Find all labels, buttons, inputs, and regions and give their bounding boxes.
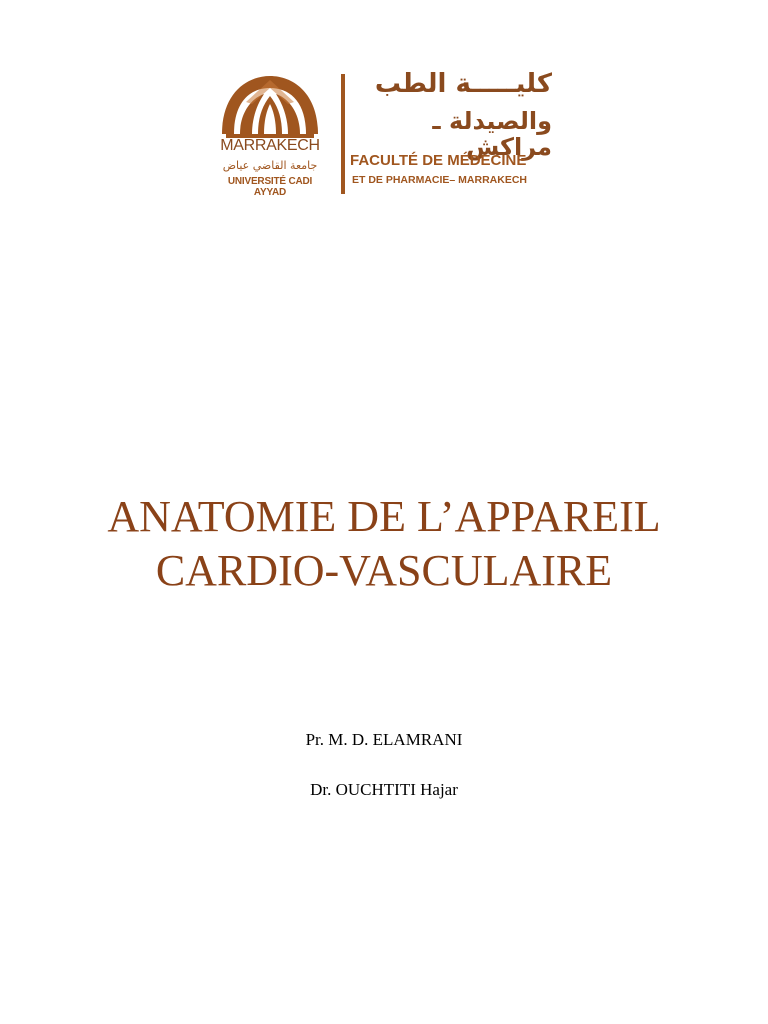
faculty-arabic-line-1: كليـــــة الطب [374,69,552,99]
logo-arabic-university: جامعة القاضي عياض [222,159,318,172]
palm-emblem-icon [216,72,324,142]
faculty-french-line-2: ET DE PHARMACIE– MARRAKECH [352,174,528,186]
logo-university-name: UNIVERSITÉ CADI AYYAD [227,176,313,198]
faculty-french-line-1: FACULTÉ DE MÉDECINE [350,152,527,169]
header-divider [341,74,345,194]
faculty-header [0,0,768,230]
title-line-1: ANATOMIE DE L’APPAREIL [107,492,661,541]
logo-city-name: MARRAKECH [220,137,320,154]
author-2: Dr. OUCHTITI Hajar [310,780,458,799]
document-title [0,490,768,598]
title-line-2: CARDIO-VASCULAIRE [155,546,613,595]
author-1: Pr. M. D. ELAMRANI [305,730,463,749]
university-logo [216,72,324,200]
faculty-arabic-line-2: والصيدلة ـ مراكش [432,107,552,162]
